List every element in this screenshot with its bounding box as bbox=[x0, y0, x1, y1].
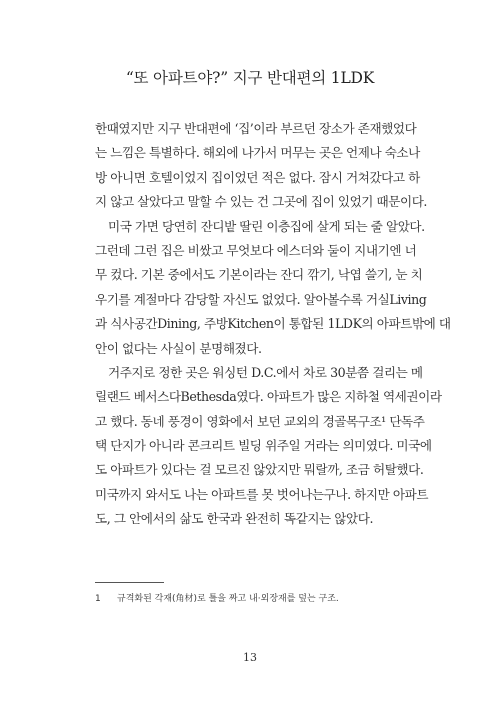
text-line: 과 식사공간Dining, 주방Kitchen이 통합된 1LDK의 아파트밖에 대 bbox=[95, 316, 451, 332]
text-line: 택 단지가 아니라 콘크리트 빌딩 위주일 거라는 의미였다. 미국에 bbox=[95, 438, 432, 454]
body-text bbox=[95, 117, 451, 532]
text-line: 무 컸다. 기본 중에서도 기본이라는 잔디 깎기, 낙엽 쓸기, 눈 치 bbox=[95, 267, 423, 283]
text-line: 도, 그 안에서의 삶도 한국과 완전히 똑같지는 않았다. bbox=[95, 511, 374, 527]
text-line: 그런데 그런 집은 비쌌고 무엇보다 에스더와 둘이 지내기엔 너 bbox=[95, 242, 417, 258]
text-line: 안이 없다는 사실이 분명해졌다. bbox=[95, 340, 262, 356]
text-line: 고 했다. 동네 풍경이 영화에서 보던 교외의 경골목구조¹ 단독주 bbox=[95, 413, 425, 429]
text-line: 미국까지 와서도 나는 아파트를 못 벗어나는구나. 하지만 아파트 bbox=[95, 486, 429, 502]
footnote bbox=[95, 591, 339, 604]
text-line: 도 아파트가 있다는 걸 모르진 않았지만 뭐랄까, 조금 허탈했다. bbox=[95, 462, 424, 478]
text-line: 거주지로 정한 곳은 워싱턴 D.C.에서 차로 30분쯤 걸리는 메 bbox=[108, 364, 423, 380]
text-line: 방 아니면 호텔이었지 집이었던 적은 없다. 잠시 거쳐갔다고 하 bbox=[95, 169, 420, 185]
text-line: 한때였지만 지구 반대편에 ‘집’이라 부르던 장소가 존재했었다 bbox=[95, 121, 417, 136]
footnote-text: 규격화된 각재(角材)로 틀을 짜고 내·외장재를 덮는 구조. bbox=[117, 594, 339, 604]
text-line: 지 않고 살았다고 말할 수 있는 건 그곳에 집이 있었기 때문이다. bbox=[95, 194, 427, 210]
chapter-title: “또 아파트야?” 지구 반대편의 1LDK bbox=[125, 69, 375, 87]
footnote-number: 1 bbox=[95, 594, 101, 604]
paragraph bbox=[95, 117, 427, 215]
text-line: 릴랜드 베서스다Bethesda였다. 아파트가 많은 지하철 역세권이라 bbox=[95, 389, 442, 405]
paragraph bbox=[95, 361, 442, 532]
paragraph bbox=[95, 215, 451, 361]
text-line: 미국 가면 당연히 잔디밭 딸린 이층집에 살게 되는 줄 알았다. bbox=[108, 218, 425, 234]
text-line: 는 느낌은 특별하다. 해외에 나가서 머무는 곳은 언제나 숙소나 bbox=[95, 145, 420, 161]
text-line: 우기를 계절마다 감당할 자신도 없었다. 알아볼수록 거실Living bbox=[95, 291, 427, 307]
page-number: 13 bbox=[243, 651, 257, 664]
footnote-divider bbox=[95, 582, 164, 583]
